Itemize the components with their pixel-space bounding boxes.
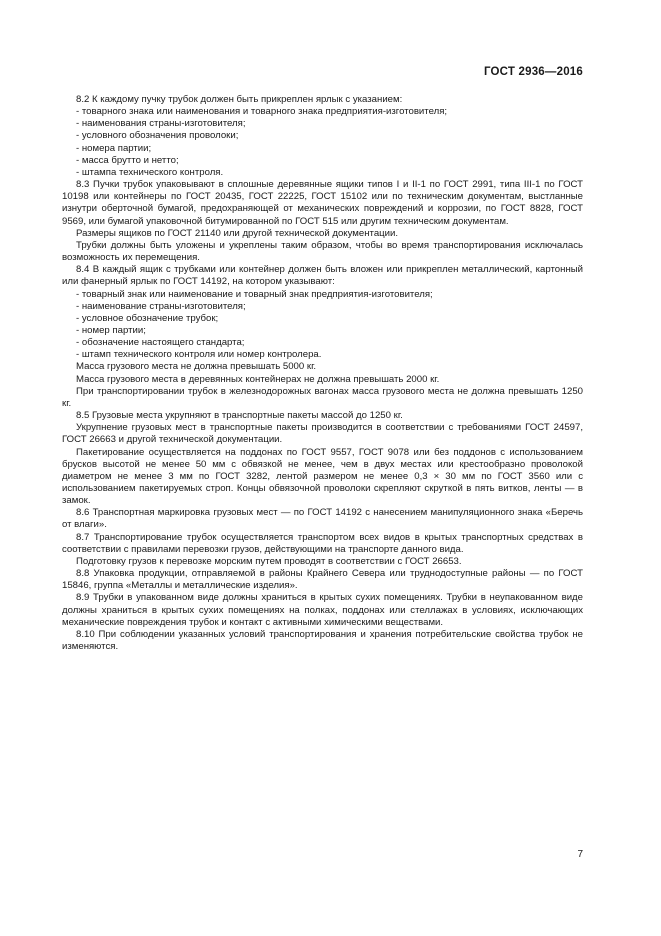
paragraph: 8.5 Грузовые места укрупняют в транспортные пакеты массой до 1250 кг. [76,410,403,422]
list-item: - условного обозначения проволоки; [76,130,239,142]
list-item: - штампа технического контроля. [76,166,224,178]
paragraph: Масса грузового места в деревянных контейнерах не должна превышать 2000 кг. [76,373,440,385]
list-item: - номера партии; [76,142,152,154]
list-item: - наименования страны-изготовителя; [76,118,246,130]
paragraph: При транспортировании трубок в железнодорожных вагонах масса грузового места не должна превышать 1250 кг. [62,385,583,409]
paragraph: 8.7 Транспортирование трубок осуществляется транспортом всех видов в крытых транспортных средствах в соответствии с правилами перевозки грузов, действующими на транспорте данного вида. [62,531,583,555]
list-item: - штамп технического контроля или номер контролера. [76,349,322,361]
paragraph: Подготовку грузов к перевозке морским путем проводят в соответствии с ГОСТ 26653. [76,555,462,567]
paragraph: 8.4 В каждый ящик с трубками или контейнер должен быть вложен или прикреплен металлический, картонный или фанерный ярлык по ГОСТ 14192, на котором указывают: [62,264,583,288]
list-item: - масса брутто и нетто; [76,154,179,166]
list-item: - товарный знак или наименование и товарный знак предприятия-изготовителя; [76,288,433,300]
page-number: 7 [577,849,583,860]
paragraph: Масса грузового места не должна превышать 5000 кг. [76,361,317,373]
list-item: - номер партии; [76,324,146,336]
paragraph: 8.3 Пучки трубок упаковывают в сплошные деревянные ящики типов I и II-1 по ГОСТ 2991, типа III-1 по ГОСТ 10198 или контейнеры по ГОСТ 20435, ГОСТ 22225, ГОСТ 15102 или по техническим документам, выстланные изнутри оберточной бумагой, предохраняющей от механических повреждений и коррозии, по ГОСТ 8828, ГОСТ 9569, или бумагой упаковочной битумированной по ГОСТ 515 или другим техническим документам. [62,179,583,227]
document-header: ГОСТ 2936—2016 [483,66,583,78]
list-item: - условное обозначение трубок; [76,312,219,324]
paragraph: Трубки должны быть уложены и укреплены таким образом, чтобы во время транспортирования исключалась возможность их перемещения. [62,239,583,264]
paragraph: 8.6 Транспортная маркировка грузовых мест — по ГОСТ 14192 с нанесением манипуляционного знака «Беречь от влаги». [62,507,583,531]
list-item: - обозначение настоящего стандарта; [76,337,245,349]
paragraph: 8.2 К каждому пучку трубок должен быть прикреплен ярлык с указанием: [76,94,403,105]
paragraph: Укрупнение грузовых мест в транспортные пакеты производится в соответствии с требованиями ГОСТ 24597, ГОСТ 26663 и другой технической документации. [62,422,583,446]
paragraph: 8.10 При соблюдении указанных условий транспортирования и хранения потребительские свойства трубок не изменяются. [62,628,583,653]
paragraph: 8.8 Упаковка продукции, отправляемой в районы Крайнего Севера или труднодоступные районы — по ГОСТ 15846, группа «Металлы и металлические изделия». [62,568,583,592]
paragraph: Пакетирование осуществляется на поддонах по ГОСТ 9557, ГОСТ 9078 или без поддонов с использованием брусков высотой не менее 50 мм с обвязкой не менее, чем в двух местах или крестообразно проволокой диаметром не менее 3 мм по ГОСТ 3282, лентой размером не менее 0,3 × 30 мм по ГОСТ 3560 или с использованием пакетируемых строп. Концы обвязочной проволоки скрепляют скруткой в пять витков, ленты — в замок. [62,446,583,507]
list-item: - товарного знака или наименования и товарного знака предприятия-изготовителя; [76,106,448,118]
list-item: - наименование страны-изготовителя; [76,300,246,312]
document-body [62,94,583,653]
paragraph: Размеры ящиков по ГОСТ 21140 или другой технической документации. [76,227,399,239]
paragraph: 8.9 Трубки в упакованном виде должны храниться в крытых сухих помещениях. Трубки в неупакованном виде должны храниться в крытых сухих помещениях на полках, поддонах или стеллажах в условиях, исключающих механические повреждения трубок и контакт с активными химическими веществами. [62,592,583,628]
